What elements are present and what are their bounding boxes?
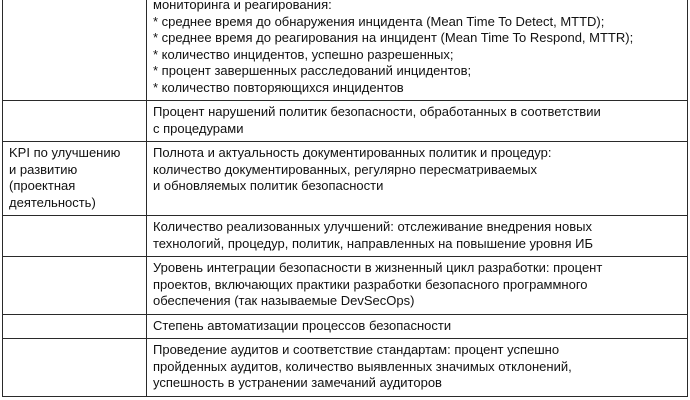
kpi-text-line: и обновляемых политик безопасности (153, 178, 384, 193)
category-cell (3, 339, 147, 397)
category-text-line: KPI по улучшению (9, 145, 121, 160)
kpi-text-line: Процент нарушений политик безопасности, обработанных в соответствии (153, 104, 601, 119)
kpi-cell (147, 0, 688, 101)
category-cell (3, 142, 147, 216)
kpi-cell (147, 142, 688, 216)
kpi-cell (147, 101, 688, 142)
table-row (3, 339, 688, 397)
kpi-text-line: с процедурами (153, 120, 244, 136)
kpi-text-line: Уровень интеграции безопасности в жизненный цикл разработки: процент (153, 260, 603, 275)
category-cell (3, 0, 147, 101)
category-cell (3, 101, 147, 142)
kpi-text-line: Количество реализованных улучшений: отслеживание внедрения новых (153, 219, 592, 234)
kpi-table (2, 0, 688, 397)
kpi-cell (147, 339, 688, 397)
category-text-line: (проектная (9, 178, 76, 193)
kpi-text-line: обеспечения (так называемые DevSecOps) (153, 293, 415, 308)
kpi-text-line: * среднее время до обнаружения инцидента (Mean Time To Detect, MTTD); (153, 13, 605, 29)
category-cell (3, 314, 147, 339)
category-cell (3, 257, 147, 315)
kpi-text-line: проектов, включающих практики разработки безопасного программного (153, 276, 588, 292)
category-cell (3, 216, 147, 257)
table-row (3, 142, 688, 216)
kpi-text-line: Проведение аудитов и соответствие стандартам: процент успешно (153, 342, 560, 357)
kpi-text-line: технологий, процедур, политик, направленных на повышение уровня ИБ (153, 235, 593, 251)
kpi-text-line: * процент завершенных расследований инцидентов; (153, 63, 472, 78)
kpi-text-line: пройденных аудитов, количество выявленных значимых отклонений, (153, 358, 572, 374)
kpi-text-line: Степень автоматизации процессов безопасности (153, 317, 452, 333)
kpi-text-line: * количество повторяющихся инцидентов (153, 79, 404, 95)
kpi-text-line: * количество инцидентов, успешно разрешенных; (153, 46, 454, 62)
kpi-text-line: Полнота и актуальность документированных политик и процедур: (153, 145, 552, 160)
kpi-cell (147, 216, 688, 257)
table-row (3, 101, 688, 142)
kpi-text-line: мониторинга и реагирования: (153, 0, 332, 12)
table-row (3, 216, 688, 257)
kpi-text-line: количество документированных, регулярно пересматриваемых (153, 161, 537, 177)
category-text-line: деятельность) (9, 194, 96, 210)
kpi-cell (147, 314, 688, 339)
kpi-text-line: успешность в устранении замечаний аудиторов (153, 375, 442, 390)
category-text-line: и развитию (9, 161, 78, 177)
kpi-cell (147, 257, 688, 315)
kpi-text-line: * среднее время до реагирования на инцидент (Mean Time To Respond, MTTR); (153, 30, 634, 45)
table-row (3, 314, 688, 339)
table-row (3, 0, 688, 101)
table-row (3, 257, 688, 315)
